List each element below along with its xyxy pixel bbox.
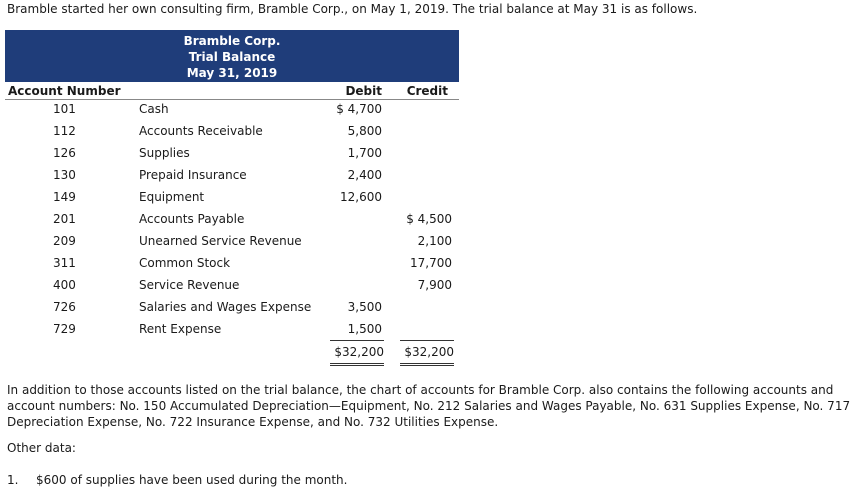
statement-date: May 31, 2019 bbox=[186, 66, 278, 80]
table-row bbox=[5, 318, 459, 340]
table-row bbox=[5, 208, 459, 230]
table-row bbox=[5, 120, 459, 142]
cell-name: Accounts Payable bbox=[139, 212, 245, 226]
cell-credit: $ 4,500 bbox=[406, 212, 452, 226]
cell-credit: 17,700 bbox=[410, 256, 452, 270]
total-debit: $32,200 bbox=[330, 340, 384, 366]
cell-name: Common Stock bbox=[139, 256, 231, 270]
intro-text: Bramble started her own consulting firm, Bramble Corp., on May 1, 2019. The trial balance at May 31 is as follows. bbox=[7, 2, 698, 16]
cell-debit: $ 4,700 bbox=[336, 102, 382, 116]
table-row bbox=[5, 274, 459, 296]
cell-debit: 1,700 bbox=[347, 146, 382, 160]
cell-name: Salaries and Wages Expense bbox=[139, 300, 312, 314]
other-data-label: Other data: bbox=[7, 441, 76, 455]
cell-debit: 2,400 bbox=[347, 168, 382, 182]
cell-name: Rent Expense bbox=[139, 322, 222, 336]
cell-num: 400 bbox=[53, 278, 76, 292]
cell-num: 126 bbox=[53, 146, 76, 160]
table-row bbox=[5, 230, 459, 252]
trial-balance-header bbox=[5, 30, 459, 82]
cell-debit: 12,600 bbox=[340, 190, 382, 204]
cell-num: 311 bbox=[53, 256, 76, 270]
column-header-credit: Credit bbox=[406, 84, 448, 98]
cell-num: 149 bbox=[53, 190, 76, 204]
cell-num: 201 bbox=[53, 212, 76, 226]
company-name: Bramble Corp. bbox=[183, 34, 281, 48]
chart-of-accounts-note bbox=[7, 382, 853, 430]
cell-name: Prepaid Insurance bbox=[139, 168, 247, 182]
table-row bbox=[5, 252, 459, 274]
cell-debit: 3,500 bbox=[347, 300, 382, 314]
total-credit: $32,200 bbox=[400, 340, 454, 366]
cell-debit: 1,500 bbox=[347, 322, 382, 336]
note-line: Depreciation Expense, No. 722 Insurance Expense, and No. 732 Utilities Expense. bbox=[7, 415, 499, 429]
item-text: $600 of supplies have been used during the month. bbox=[36, 473, 348, 487]
cell-name: Unearned Service Revenue bbox=[139, 234, 302, 248]
cell-debit: 5,800 bbox=[347, 124, 382, 138]
column-header-account-number: Account Number bbox=[5, 82, 459, 100]
table-row bbox=[5, 164, 459, 186]
table-row bbox=[5, 186, 459, 208]
statement-title: Trial Balance bbox=[188, 50, 276, 64]
table-row bbox=[5, 98, 459, 120]
cell-num: 112 bbox=[53, 124, 76, 138]
cell-name: Service Revenue bbox=[139, 278, 240, 292]
cell-num: 101 bbox=[53, 102, 76, 116]
cell-num: 726 bbox=[53, 300, 76, 314]
table-row bbox=[5, 296, 459, 318]
cell-name: Supplies bbox=[139, 146, 190, 160]
note-line: In addition to those accounts listed on the trial balance, the chart of accounts for Bramble Corp. also contains the following accounts and bbox=[7, 383, 834, 397]
cell-num: 130 bbox=[53, 168, 76, 182]
table-row bbox=[5, 142, 459, 164]
item-index: 1. bbox=[7, 473, 19, 487]
cell-name: Cash bbox=[139, 102, 169, 116]
cell-name: Equipment bbox=[139, 190, 205, 204]
cell-credit: 7,900 bbox=[417, 278, 452, 292]
cell-num: 729 bbox=[53, 322, 76, 336]
note-line: account numbers: No. 150 Accumulated Depreciation—Equipment, No. 212 Salaries and Wages Payable, No. 631 Supplies Expense, No. 717 bbox=[7, 399, 851, 413]
cell-name: Accounts Receivable bbox=[139, 124, 263, 138]
cell-credit: 2,100 bbox=[417, 234, 452, 248]
cell-num: 209 bbox=[53, 234, 76, 248]
column-header-debit: Debit bbox=[345, 84, 382, 98]
